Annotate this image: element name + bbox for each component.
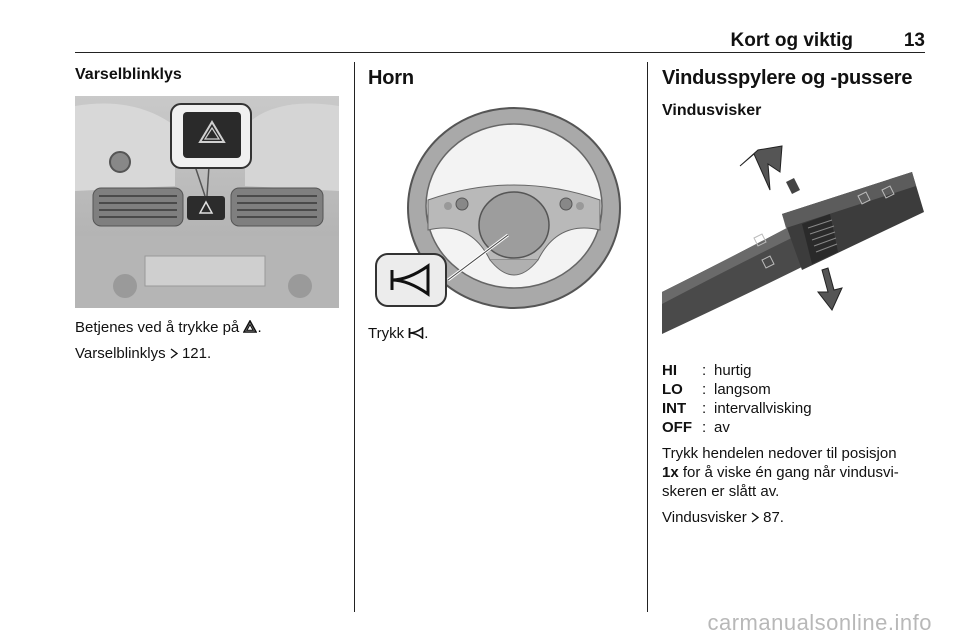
watermark: carmanualsonline.info: [707, 610, 932, 635]
header-title: Kort og viktig: [730, 30, 853, 51]
hazard-reference: Varselblinklys 121.: [75, 345, 212, 362]
horn-text: [368, 324, 638, 343]
column-hazard: [75, 62, 345, 84]
hazard-triangle-icon: [243, 320, 257, 333]
wiper-paragraph: Trykk hendelen nedover til posisjon 1x for å viske én gang når vindusvi- skeren er slått av.: [662, 445, 899, 500]
page-header: [75, 30, 925, 53]
hazard-text: [75, 318, 345, 363]
column-divider-2: [647, 62, 648, 612]
horn-icon: [408, 327, 424, 339]
definition-row: INT : intervallvisking: [662, 400, 812, 417]
definition-row: LO : langsom: [662, 381, 771, 398]
subsection-heading-wiper: Vindusvisker: [662, 102, 762, 119]
hazard-switch-illustration: [75, 96, 339, 308]
section-heading-horn: Horn: [368, 67, 414, 89]
column-wipers: [662, 62, 942, 120]
column-horn: [368, 62, 638, 90]
definition-row: OFF : av: [662, 419, 730, 436]
horn-instruction: Trykk .: [368, 325, 429, 342]
page-reference-icon: [170, 348, 178, 359]
wiper-position-list: [662, 361, 812, 437]
horn-steering-wheel-illustration: [368, 100, 632, 312]
wiper-reference: Vindusvisker 87.: [662, 509, 784, 526]
hazard-instruction: Betjenes ved å trykke på .: [75, 319, 262, 336]
page-reference-icon: [751, 512, 759, 523]
wiper-text: [662, 444, 952, 527]
definition-row: HI : hurtig: [662, 362, 752, 379]
wiper-lever-illustration: [662, 142, 924, 334]
page-number: 13: [903, 30, 925, 51]
section-heading-hazard: Varselblinklys: [75, 66, 182, 83]
column-divider-1: [354, 62, 355, 612]
section-heading-wipers: Vindusspylere og -pussere: [662, 67, 913, 89]
